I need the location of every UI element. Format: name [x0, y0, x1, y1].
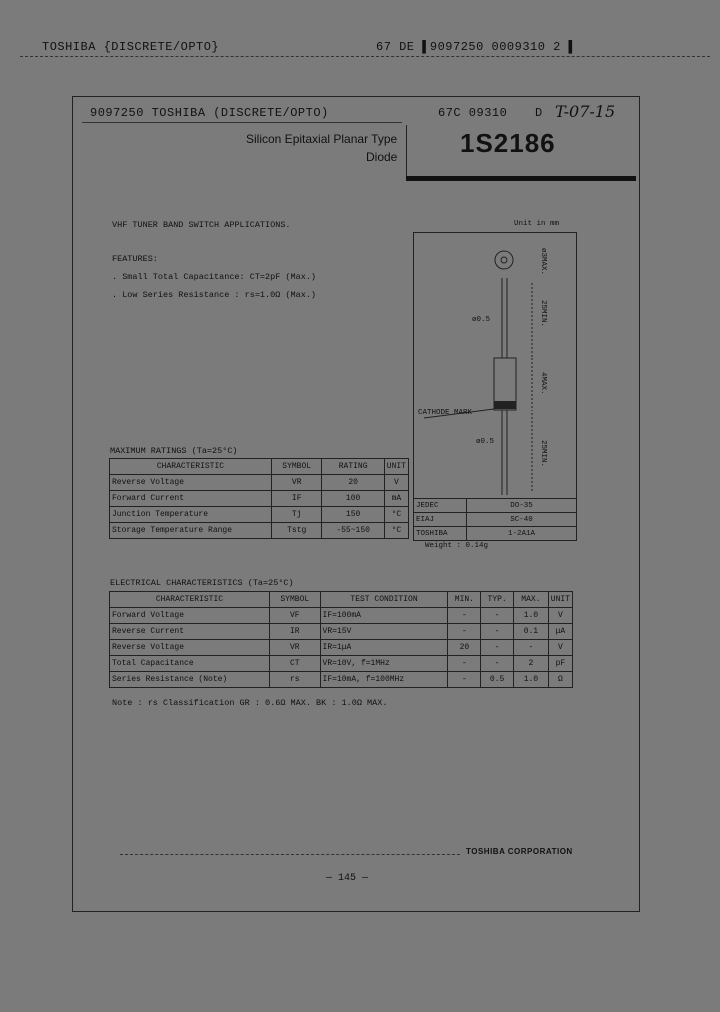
cell: - [448, 608, 481, 624]
package-key: JEDEC [414, 499, 467, 513]
cathode-mark-label: CATHODE MARK [418, 409, 473, 417]
feature-item: . Low Series Resistance : rs=1.0Ω (Max.) [112, 290, 317, 300]
cell: -55~150 [322, 523, 384, 539]
header-rule [82, 122, 402, 123]
table-row [414, 499, 577, 513]
table-row [110, 475, 409, 491]
dia-lead: ø0.5 [472, 316, 491, 324]
table-row [110, 507, 409, 523]
cell: VR=10V, f=1MHz [320, 656, 448, 672]
cell: IR [269, 624, 320, 640]
cell: 100 [322, 491, 384, 507]
col-header: RATING [322, 459, 384, 475]
cell: Forward Voltage [110, 608, 270, 624]
top-header-right: 67 DE ▌9097250 0009310 2 ▌ [376, 40, 577, 54]
cell: 150 [322, 507, 384, 523]
cell: - [448, 656, 481, 672]
col-header: SYMBOL [271, 459, 322, 475]
diode-outline-drawing [414, 233, 576, 540]
cell: 1.0 [514, 672, 549, 688]
cell: 1.0 [514, 608, 549, 624]
max-ratings-title: MAXIMUM RATINGS (Ta=25°C) [110, 446, 238, 456]
col-header: UNIT [384, 459, 408, 475]
cell: rs [269, 672, 320, 688]
col-header: MAX. [514, 592, 549, 608]
header2-left: 9097250 TOSHIBA (DISCRETE/OPTO) [90, 106, 329, 120]
cell: - [481, 656, 514, 672]
cell: IF=100mA [320, 608, 448, 624]
table-row [110, 672, 573, 688]
cell: mA [384, 491, 408, 507]
table-row [110, 624, 573, 640]
table-row [414, 527, 577, 541]
col-header: TEST CONDITION [320, 592, 448, 608]
cell: VR=15V [320, 624, 448, 640]
features-heading: FEATURES: [112, 254, 158, 264]
cell: Storage Temperature Range [110, 523, 272, 539]
cell: pF [548, 656, 572, 672]
col-header: UNIT [548, 592, 572, 608]
elec-title: ELECTRICAL CHARACTERISTICS (Ta=25°C) [110, 578, 294, 588]
table-row [110, 656, 573, 672]
cell: Tstg [271, 523, 322, 539]
cell: - [448, 672, 481, 688]
top-rule [20, 56, 710, 58]
rs-classification-note: Note : rs Classification GR : 0.6Ω MAX. BK : 1.0Ω MAX. [112, 698, 388, 708]
cell: °C [384, 523, 408, 539]
cell: °C [384, 507, 408, 523]
table-header-row [110, 592, 573, 608]
cell: VR [269, 640, 320, 656]
title-bar [406, 176, 636, 181]
max-ratings-table [109, 458, 409, 539]
cell: - [481, 640, 514, 656]
weight-text: Weight : 0.14g [425, 542, 489, 550]
dim-top: ø3MAX. [539, 248, 547, 276]
dim-lead2: 25MIN. [539, 440, 547, 468]
package-key: EIAJ [414, 513, 467, 527]
handwritten-code: T-07-15 [555, 102, 616, 121]
cell: IF=10mA, f=100MHz [320, 672, 448, 688]
toshiba-corporation: TOSHIBA CORPORATION [466, 847, 573, 856]
cell: IF [271, 491, 322, 507]
cell: Reverse Voltage [110, 475, 272, 491]
col-header: MIN. [448, 592, 481, 608]
title-divider [406, 125, 407, 177]
cell: V [548, 608, 572, 624]
cell: 2 [514, 656, 549, 672]
package-value: SC-40 [467, 513, 577, 527]
dia-lead2: ø0.5 [476, 438, 495, 446]
cell: Reverse Current [110, 624, 270, 640]
dim-lead1: 25MIN. [539, 300, 547, 328]
header2-mid2: D [535, 106, 543, 120]
page-number: — 145 — [326, 873, 369, 884]
cell: 0.1 [514, 624, 549, 640]
table-row [110, 523, 409, 539]
col-header: TYP. [481, 592, 514, 608]
dim-body: 4MAX. [539, 372, 547, 395]
part-number: 1S2186 [460, 128, 556, 158]
cell: Ω [548, 672, 572, 688]
cell: - [481, 624, 514, 640]
cell: Tj [271, 507, 322, 523]
col-header: CHARACTERISTIC [110, 459, 272, 475]
cell: - [514, 640, 549, 656]
feature-item: . Small Total Capacitance: CT=2pF (Max.) [112, 272, 317, 282]
table-row [110, 640, 573, 656]
cell: 20 [448, 640, 481, 656]
device-type: Silicon Epitaxial Planar Type [246, 132, 398, 146]
cell: Series Resistance (Note) [110, 672, 270, 688]
cell: - [448, 624, 481, 640]
cell: VF [269, 608, 320, 624]
table-header-row [110, 459, 409, 475]
outline-drawing-frame [413, 232, 577, 541]
package-key: TOSHIBA [414, 527, 467, 541]
cell: Junction Temperature [110, 507, 272, 523]
header2-mid: 67C 09310 [438, 106, 508, 120]
cell: Reverse Voltage [110, 640, 270, 656]
cell: μA [548, 624, 572, 640]
cell: V [384, 475, 408, 491]
table-row [110, 491, 409, 507]
device-category: Diode [366, 150, 398, 164]
package-value: DO-35 [467, 499, 577, 513]
cell: - [481, 608, 514, 624]
col-header: CHARACTERISTIC [110, 592, 270, 608]
package-table [413, 498, 577, 541]
elec-table [109, 591, 573, 688]
cell: Forward Current [110, 491, 272, 507]
table-row [414, 513, 577, 527]
cell: 20 [322, 475, 384, 491]
table-row [110, 608, 573, 624]
top-header-left: TOSHIBA {DISCRETE/OPTO} [42, 40, 220, 54]
cell: V [548, 640, 572, 656]
unit-label: Unit in mm [514, 220, 560, 228]
col-header: SYMBOL [269, 592, 320, 608]
application-text: VHF TUNER BAND SWITCH APPLICATIONS. [112, 220, 291, 230]
cell: CT [269, 656, 320, 672]
footer-rule [120, 854, 460, 855]
cell: IR=1μA [320, 640, 448, 656]
package-value: 1-2A1A [467, 527, 577, 541]
cell: Total Capacitance [110, 656, 270, 672]
cell: VR [271, 475, 322, 491]
cell: 0.5 [481, 672, 514, 688]
